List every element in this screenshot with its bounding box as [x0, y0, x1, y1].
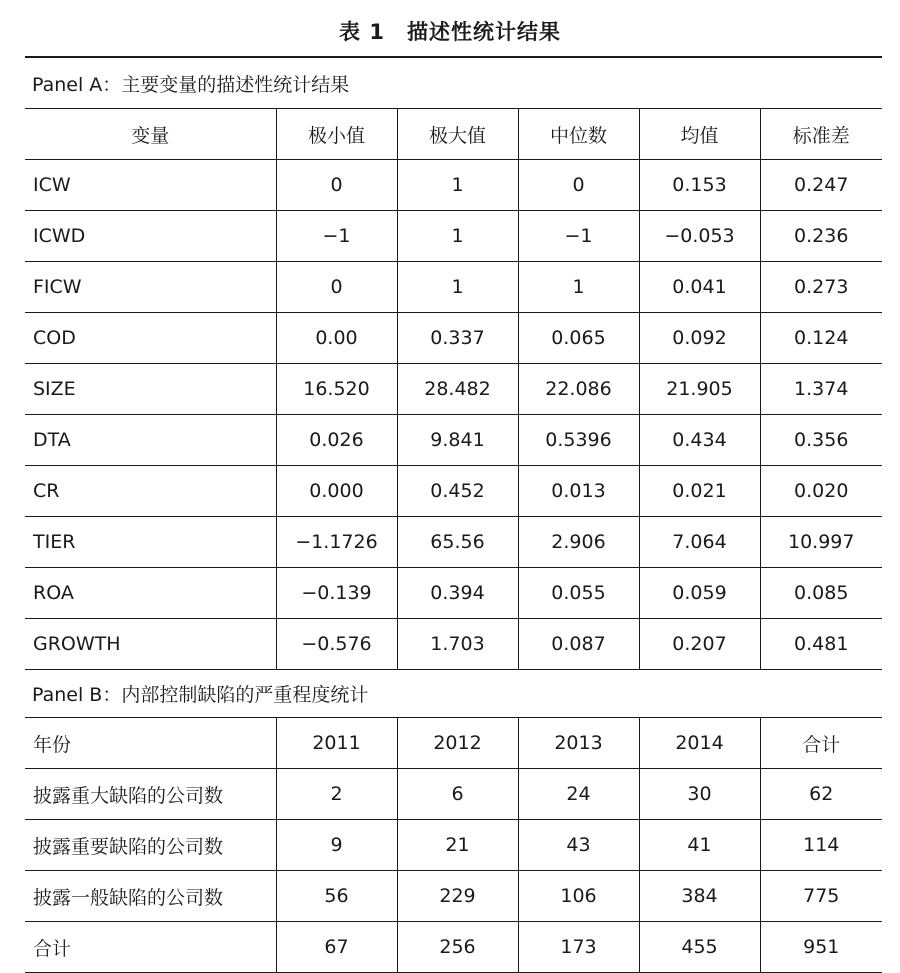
table-cell: 21.905	[639, 364, 760, 415]
table-cell: 256	[397, 922, 518, 973]
table-row	[25, 211, 882, 262]
table-cell: 951	[760, 922, 882, 973]
row-label: 披露重要缺陷的公司数	[25, 820, 276, 871]
table-cell: 16.520	[276, 364, 397, 415]
panel-a-caption: Panel A：主要变量的描述性统计结果	[32, 74, 350, 96]
table-cell: 114	[760, 820, 882, 871]
table-cell: 6	[397, 769, 518, 820]
column-header: 均值	[639, 109, 760, 160]
column-header: 合计	[760, 718, 882, 769]
table-row	[25, 517, 882, 568]
table-cell: 56	[276, 871, 397, 922]
table-cell: 0.087	[518, 619, 639, 670]
table-cell: 229	[397, 871, 518, 922]
table-row	[25, 769, 882, 820]
table-cell: 0.026	[276, 415, 397, 466]
table-cell: 9.841	[397, 415, 518, 466]
table-cell: −1	[276, 211, 397, 262]
table-cell: 775	[760, 871, 882, 922]
table-cell: 0.273	[760, 262, 882, 313]
row-label: GROWTH	[25, 619, 276, 670]
column-header: 变量	[25, 109, 276, 160]
row-label: 披露一般缺陷的公司数	[25, 871, 276, 922]
table-cell: 30	[639, 769, 760, 820]
table-cell: 0.124	[760, 313, 882, 364]
column-header: 标准差	[760, 109, 882, 160]
row-label: 披露重大缺陷的公司数	[25, 769, 276, 820]
table-cell: 455	[639, 922, 760, 973]
table-cell: 1	[518, 262, 639, 313]
column-header: 极大值	[397, 109, 518, 160]
table-cell: −0.053	[639, 211, 760, 262]
table-cell: 0.059	[639, 568, 760, 619]
table-cell: 1	[397, 211, 518, 262]
table-cell: 0.236	[760, 211, 882, 262]
row-label: ICW	[25, 160, 276, 211]
column-header: 年份	[25, 718, 276, 769]
table-cell: 1.703	[397, 619, 518, 670]
table-cell: 0	[276, 262, 397, 313]
table-cell: 173	[518, 922, 639, 973]
table-row	[25, 466, 882, 517]
table-cell: 1	[397, 262, 518, 313]
table-row	[25, 820, 882, 871]
table-cell: 22.086	[518, 364, 639, 415]
table-cell: 0.247	[760, 160, 882, 211]
row-label: 合计	[25, 922, 276, 973]
table-cell: 106	[518, 871, 639, 922]
table-cell: 62	[760, 769, 882, 820]
table-cell: 0.337	[397, 313, 518, 364]
table-row	[25, 364, 882, 415]
table-title: 表 1 描述性统计结果	[339, 20, 561, 44]
table-cell: −1	[518, 211, 639, 262]
table-cell: 0.481	[760, 619, 882, 670]
table-cell: 0.065	[518, 313, 639, 364]
table-cell: 0.394	[397, 568, 518, 619]
table-cell: −1.1726	[276, 517, 397, 568]
table-cell: 2.906	[518, 517, 639, 568]
table-cell: 24	[518, 769, 639, 820]
panel-b-caption: Panel B：内部控制缺陷的严重程度统计	[32, 684, 369, 706]
table-cell: 0.000	[276, 466, 397, 517]
table-row	[25, 160, 882, 211]
panel-a-table	[25, 108, 882, 670]
column-header: 2013	[518, 718, 639, 769]
table-cell: 65.56	[397, 517, 518, 568]
table-cell: 0.085	[760, 568, 882, 619]
table-cell: 0.092	[639, 313, 760, 364]
panel-b-table	[25, 717, 882, 973]
table-cell: 0	[276, 160, 397, 211]
table-cell: 0.041	[639, 262, 760, 313]
row-label: SIZE	[25, 364, 276, 415]
table-row	[25, 568, 882, 619]
table-cell: 1	[397, 160, 518, 211]
table-row	[25, 871, 882, 922]
table-cell: 7.064	[639, 517, 760, 568]
column-header: 极小值	[276, 109, 397, 160]
table-cell: 21	[397, 820, 518, 871]
table-cell: 10.997	[760, 517, 882, 568]
row-label: ICWD	[25, 211, 276, 262]
table-cell: 0.207	[639, 619, 760, 670]
table-cell: 0.356	[760, 415, 882, 466]
table-cell: 9	[276, 820, 397, 871]
table-row	[25, 313, 882, 364]
column-header: 中位数	[518, 109, 639, 160]
row-label: FICW	[25, 262, 276, 313]
table-cell: 0.434	[639, 415, 760, 466]
row-label: CR	[25, 466, 276, 517]
row-label: DTA	[25, 415, 276, 466]
table-cell: 2	[276, 769, 397, 820]
table-cell: 0.153	[639, 160, 760, 211]
table-row	[25, 922, 882, 973]
table-row	[25, 619, 882, 670]
table-cell: 384	[639, 871, 760, 922]
table-row	[25, 262, 882, 313]
table-cell: −0.576	[276, 619, 397, 670]
table-cell: 0.00	[276, 313, 397, 364]
table-cell: 0.055	[518, 568, 639, 619]
header-row	[25, 109, 882, 160]
table-cell: 1.374	[760, 364, 882, 415]
table-cell: 0.5396	[518, 415, 639, 466]
column-header: 2014	[639, 718, 760, 769]
table-cell: 41	[639, 820, 760, 871]
table-cell: 67	[276, 922, 397, 973]
table-row	[25, 415, 882, 466]
top-rule	[25, 56, 882, 58]
table-cell: 0	[518, 160, 639, 211]
row-label: COD	[25, 313, 276, 364]
table-cell: 43	[518, 820, 639, 871]
table-cell: 28.482	[397, 364, 518, 415]
table-cell: 0.020	[760, 466, 882, 517]
row-label: TIER	[25, 517, 276, 568]
header-row	[25, 718, 882, 769]
table-cell: −0.139	[276, 568, 397, 619]
table-cell: 0.452	[397, 466, 518, 517]
table-cell: 0.021	[639, 466, 760, 517]
table-cell: 0.013	[518, 466, 639, 517]
row-label: ROA	[25, 568, 276, 619]
column-header: 2012	[397, 718, 518, 769]
column-header: 2011	[276, 718, 397, 769]
